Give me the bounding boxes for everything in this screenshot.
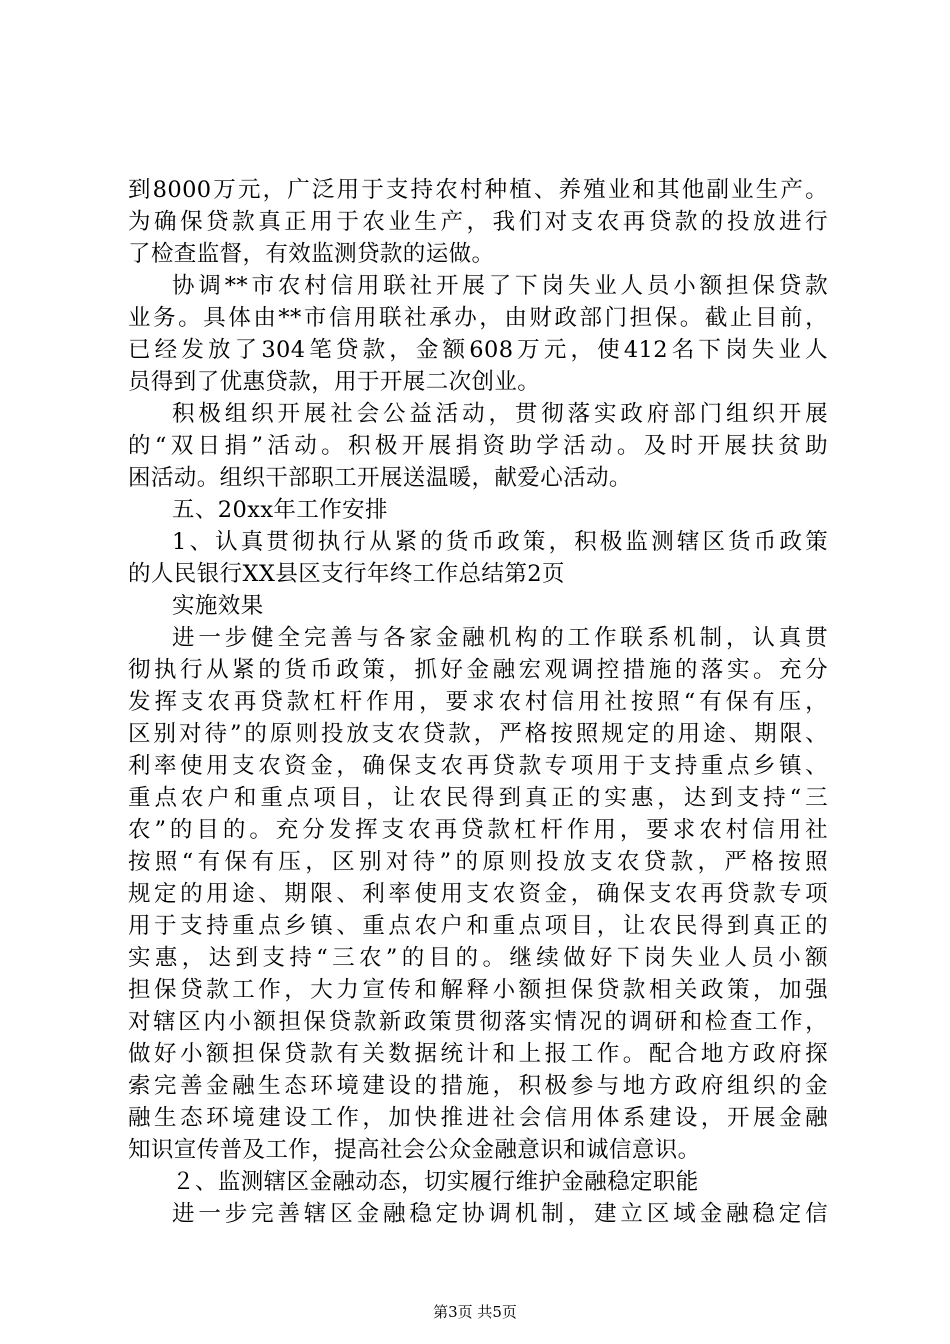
text-line: 索完善金融生态环境建设的措施，积极参与地方政府组织的金 (128, 1073, 828, 1099)
text-line: 对辖区内小额担保贷款新政策贯彻落实情况的调研和检查工作， (128, 1009, 828, 1035)
text-line: 融生态环境建设工作，加快推进社会信用体系建设，开展金融 (128, 1105, 828, 1131)
text-line: 进一步健全完善与各家金融机构的工作联系机制，认真贯 (172, 625, 828, 651)
text-line: 实惠，达到支持“三农”的目的。继续做好下岗失业人员小额 (128, 945, 828, 971)
text-line: 1、认真贯彻执行从紧的货币政策，积极监测辖区货币政策 (172, 529, 828, 555)
text-line: 协调**市农村信用联社开展了下岗失业人员小额担保贷款 (172, 273, 828, 299)
text-line: 重点农户和重点项目，让农民得到真正的实惠，达到支持“三 (128, 785, 828, 811)
text-line: 的人民银行XX县区支行年终工作总结第2页 (128, 561, 565, 587)
text-line: 用于支持重点乡镇、重点农户和重点项目，让农民得到真正的 (128, 913, 828, 939)
text-line: 区别对待”的原则投放支农贷款，严格按照规定的用途、期限、 (128, 721, 828, 747)
text-line: 按照“有保有压，区别对待”的原则投放支农贷款，严格按照 (128, 849, 828, 875)
text-line: ２、监测辖区金融动态，切实履行维护金融稳定职能 (172, 1169, 699, 1195)
text-line: 困活动。组织干部职工开展送温暖，献爱心活动。 (128, 465, 632, 491)
text-line: 了检查监督，有效监测贷款的运做。 (128, 241, 495, 267)
document-body (128, 174, 828, 1230)
text-line: 利率使用支农资金，确保支农再贷款专项用于支持重点乡镇、 (128, 753, 828, 779)
text-line: 已经发放了304笔贷款，金额608万元，使412名下岗失业人 (128, 337, 828, 363)
text-line: 为确保贷款真正用于农业生产，我们对支农再贷款的投放进行 (128, 209, 828, 235)
text-line: 五、20xx年工作安排 (172, 497, 388, 523)
text-line: 发挥支农再贷款杠杆作用，要求农村信用社按照“有保有压， (128, 689, 828, 715)
text-line: 担保贷款工作，大力宣传和解释小额担保贷款相关政策，加强 (128, 977, 828, 1003)
text-line: 彻执行从紧的货币政策，抓好金融宏观调控措施的落实。充分 (128, 657, 828, 683)
text-line: 做好小额担保贷款有关数据统计和上报工作。配合地方政府探 (128, 1041, 828, 1067)
text-line: 到8000万元，广泛用于支持农村种植、养殖业和其他副业生产。 (128, 177, 828, 203)
text-line: 农”的目的。充分发挥支农再贷款杠杆作用，要求农村信用社 (128, 817, 828, 843)
text-line: 员得到了优惠贷款，用于开展二次创业。 (128, 369, 541, 395)
text-line: 知识宣传普及工作，提高社会公众金融意识和诚信意识。 (128, 1137, 701, 1163)
text-line: 业务。具体由**市信用联社承办，由财政部门担保。截止目前， (128, 305, 828, 331)
text-line: 的“双日捐”活动。积极开展捐资助学活动。及时开展扶贫助 (128, 433, 828, 459)
text-line: 积极组织开展社会公益活动，贯彻落实政府部门组织开展 (172, 401, 828, 427)
text-line: 规定的用途、期限、利率使用支农资金，确保支农再贷款专项 (128, 881, 828, 907)
text-line: 实施效果 (172, 593, 264, 619)
page-footer: 第3页 共5页 (433, 1303, 517, 1321)
text-line: 进一步完善辖区金融稳定协调机制，建立区域金融稳定信 (172, 1201, 828, 1227)
